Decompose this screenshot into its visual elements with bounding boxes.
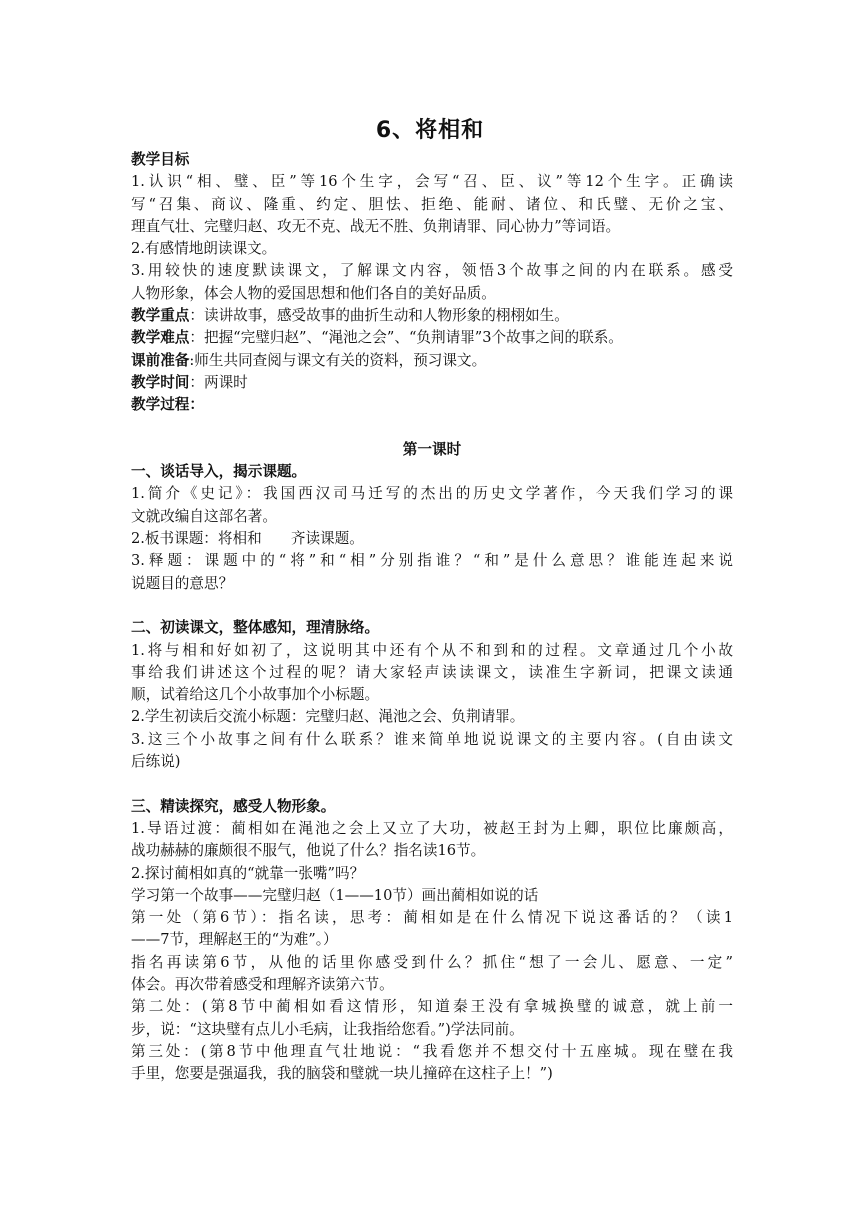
lesson-heading: 第一课时	[402, 440, 462, 458]
section-line: ——7节，理解赵王的“为难”。）	[131, 931, 338, 949]
section-line: 指名再读第6节，从他的话里你感受到什么？抓住“想了一会儿、愿意、一定”	[131, 953, 733, 971]
section-heading: 三、精读探究，感受人物形象。	[131, 797, 336, 815]
section-line: 事给我们讲述这个过程的呢？请大家轻声读读课文，读准生字新词，把课文读通	[131, 663, 733, 681]
goals-line: 1.认识“相、璧、臣”等16个生字，会写“召、臣、议”等12个生字。正确读	[131, 173, 733, 191]
goals-line: 3.用较快的速度默读课文，了解课文内容，领悟3个故事之间的内在联系。感受	[131, 262, 733, 280]
goals-line: 2.有感情地朗读课文。	[131, 240, 277, 258]
key-points	[131, 305, 733, 327]
process-heading: 教学过程：	[131, 396, 204, 414]
goals-line: 写“召集、商议、隆重、约定、胆怯、拒绝、能耐、诸位、和氏璧、无价之宝、	[131, 195, 733, 213]
teaching-time-text: ：两课时	[189, 373, 248, 391]
preparation	[131, 350, 733, 372]
section-line: 1.导语过渡：蔺相如在渑池之会上又立了大功，被赵王封为上卿，职位比廉颇高，	[131, 819, 733, 837]
goals-line: 人物形象，体会人物的爱国思想和他们各自的美好品质。	[131, 284, 496, 302]
page-title: 6、将相和	[375, 118, 485, 143]
section-line: 1.简介《史记》：我国西汉司马迁写的杰出的历史文学著作，今天我们学习的课	[131, 485, 733, 503]
section-line: 文就改编自这部名著。	[131, 507, 277, 525]
section-line: 手里，您要是强逼我，我的脑袋和璧就一块儿撞碎在这柱子上！”)	[131, 1065, 553, 1083]
section-line: 体会。再次带着感受和理解齐读第六节。	[131, 975, 394, 993]
section-line: 步，说：“这块璧有点儿小毛病，让我指给您看。”)学法同前。	[131, 1020, 524, 1038]
difficult-points-label: 教学难点	[131, 329, 190, 347]
section-heading: 二、初读课文，整体感知，理清脉络。	[131, 619, 380, 637]
section-line: 1.将与相和好如初了，这说明其中还有个从不和到和的过程。文章通过几个小故	[131, 641, 733, 659]
section-line: 3.这三个小故事之间有什么联系？谁来简单地说说课文的主要内容。(自由读文	[131, 730, 733, 748]
key-points-label: 教学重点	[131, 307, 190, 325]
section-line: 2.探讨蔺相如真的“就靠一张嘴”吗？	[131, 864, 365, 882]
section-line: 2.板书课题：将相和 齐读课题。	[131, 530, 364, 548]
difficult-points	[131, 327, 733, 349]
goals-line: 理直气壮、完璧归赵、攻无不克、战无不胜、负荆请罪、同心协力”等词语。	[131, 217, 621, 235]
section-line: 第二处：(第8节中蔺相如看这情形，知道秦王没有拿城换璧的诚意，就上前一	[131, 998, 733, 1016]
teaching-time	[131, 372, 733, 394]
section-line: 战功赫赫的廉颇很不服气，他说了什么？指名读16节。	[131, 842, 486, 860]
section-line: 第一处（第6节）：指名读，思考：蔺相如是在什么情况下说这番话的？（读1	[131, 909, 733, 927]
section-line: 顺，试着给这几个小故事加个小标题。	[131, 686, 380, 704]
section-line: 后练说)	[131, 753, 181, 771]
difficult-points-text: ：把握“完璧归赵”、“渑池之会”、“负荆请罪”3个故事之间的联系。	[189, 329, 623, 347]
key-points-text: ：读讲故事，感受故事的曲折生动和人物形象的栩栩如生。	[189, 307, 569, 325]
section-line: 2.学生初读后交流小标题：完璧归赵、渑池之会、负荆请罪。	[131, 708, 525, 726]
teaching-time-label: 教学时间	[131, 373, 190, 391]
section-line: 3.释题：课题中的“将”和“相”分别指谁？“和”是什么意思？谁能连起来说	[131, 552, 733, 570]
preparation-text: :师生共同查阅与课文有关的资料，预习课文。	[189, 351, 487, 369]
section-line: 第三处：(第8节中他理直气壮地说：“我看您并不想交付十五座城。现在璧在我	[131, 1042, 733, 1060]
section-line: 学习第一个故事——完璧归赵（1——10节）画出蔺相如说的话	[131, 886, 539, 904]
preparation-label: 课前准备	[131, 351, 190, 369]
section-heading: 一、谈话导入，揭示课题。	[131, 463, 307, 481]
goals-heading: 教学目标	[131, 151, 190, 168]
document-body	[131, 149, 733, 1085]
section-line: 说题目的意思？	[131, 574, 234, 592]
